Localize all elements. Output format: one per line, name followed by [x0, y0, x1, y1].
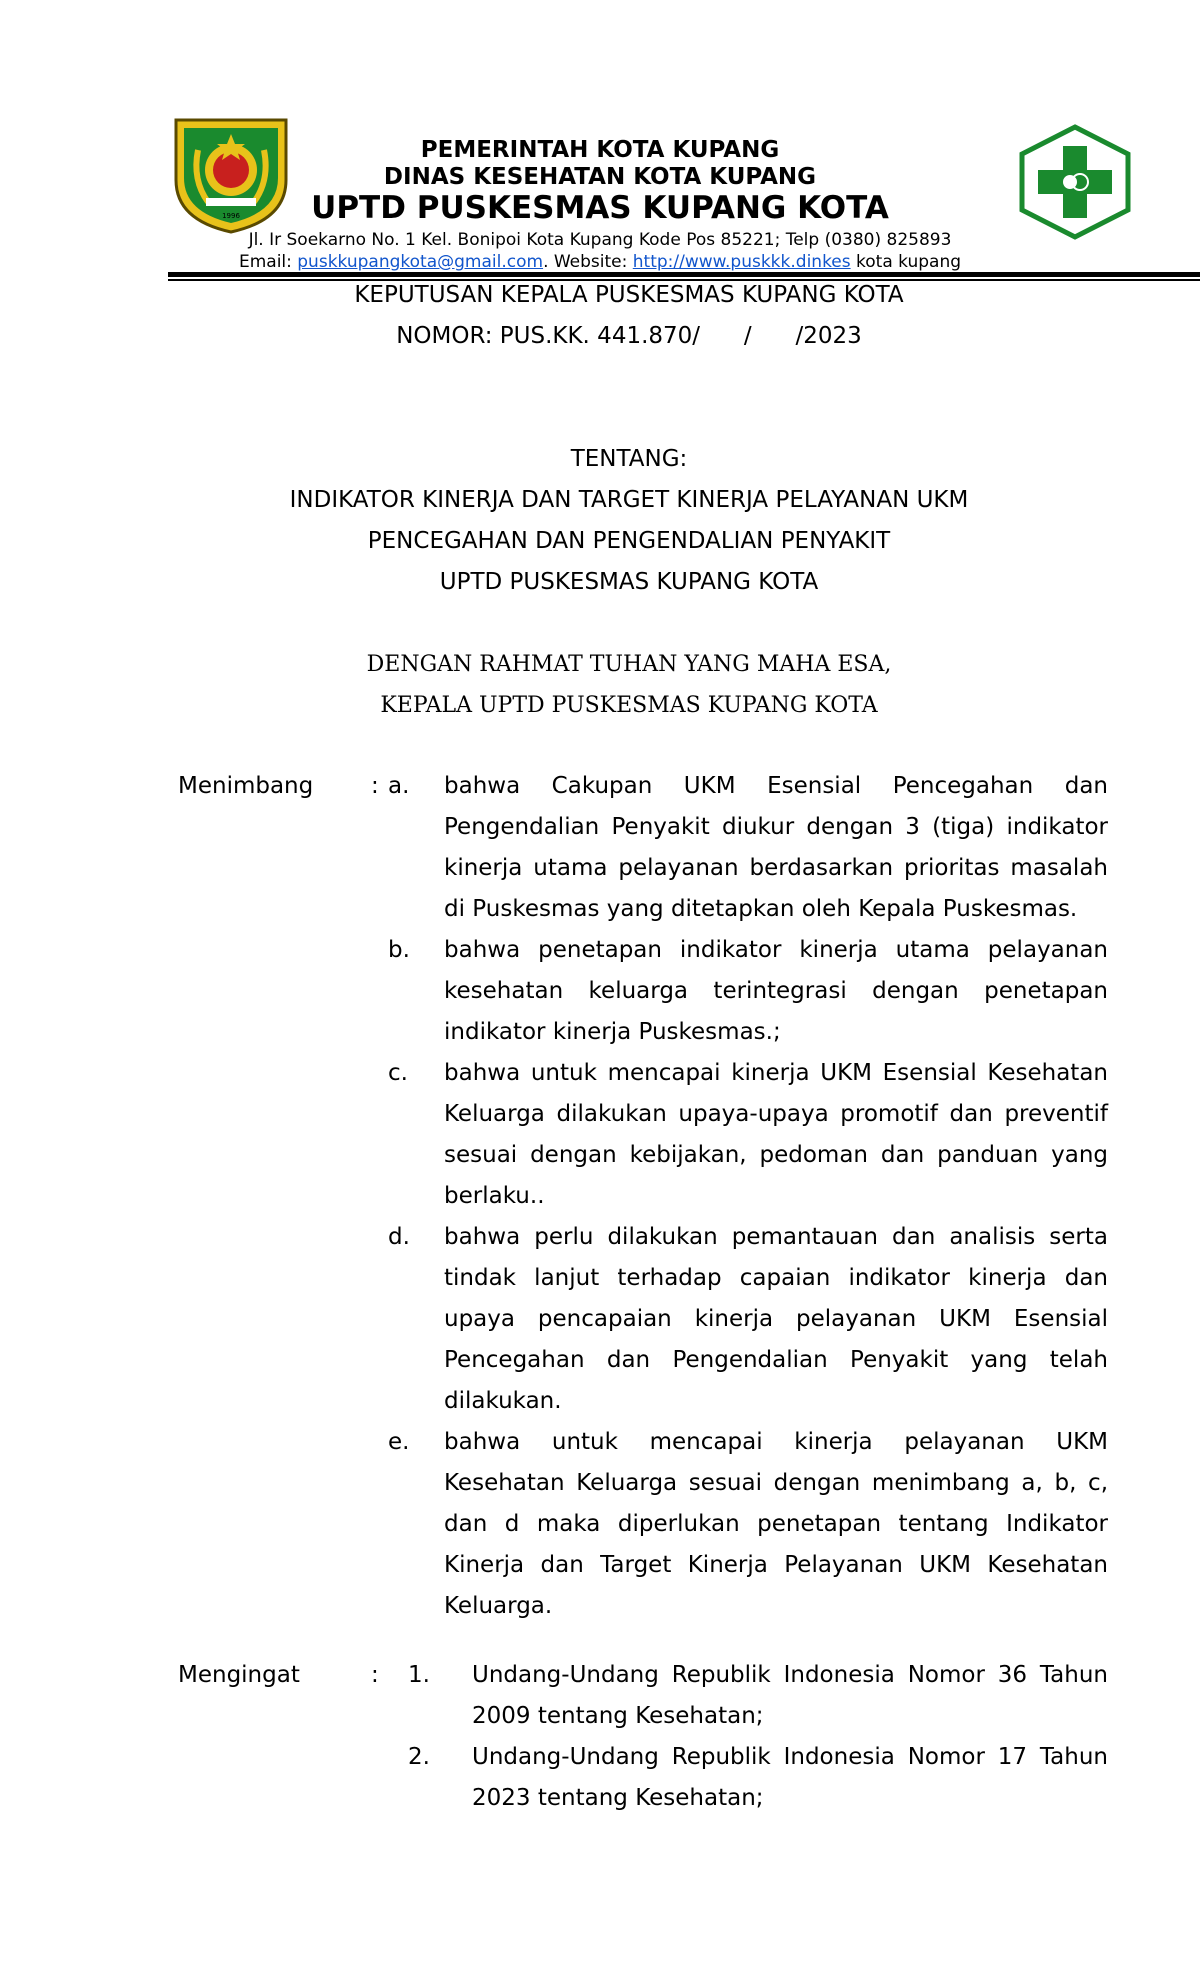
- agency-name: DINAS KESEHATAN KOTA KUPANG: [383, 164, 817, 190]
- menimbang-label: Menimbang: [178, 773, 314, 799]
- svg-text:1996: 1996: [222, 212, 240, 220]
- mengingat-item-num-1: 1.: [408, 1662, 430, 1688]
- mengingat-item-num-2: 2.: [408, 1744, 430, 1770]
- email-label: Email:: [238, 252, 298, 272]
- about-line-3: UPTD PUSKESMAS KUPANG KOTA: [439, 569, 819, 595]
- government-name: PEMERINTAH KOTA KUPANG: [420, 137, 780, 163]
- address: Jl. Ir Soekarno No. 1 Kel. Bonipoi Kota Kupang Kode Pos 85221; Telp (0380) 825893: [248, 230, 952, 250]
- menimbang-item-letter-b: b.: [388, 937, 410, 963]
- website-label: . Website:: [543, 252, 633, 272]
- letterhead-divider-thick: [168, 272, 1200, 277]
- mengingat-item-2: Undang-Undang Republik Indonesia Nomor 17 Tahun 2023 tentang Kesehatan;: [472, 1744, 1108, 1811]
- about-line-1: INDIKATOR KINERJA DAN TARGET KINERJA PELAYANAN UKM: [289, 487, 969, 513]
- mengingat-colon: :: [371, 1662, 379, 1688]
- institution-name: UPTD PUSKESMAS KUPANG KOTA: [311, 190, 889, 226]
- menimbang-colon: :: [371, 773, 379, 799]
- preamble-line-2: KEPALA UPTD PUSKESMAS KUPANG KOTA: [380, 693, 878, 718]
- menimbang-item-b: bahwa penetapan indikator kinerja utama pelayanan kesehatan keluarga terintegrasi dengan penetapan indikator kinerja Puskesmas.;: [444, 937, 1108, 1045]
- mengingat-label: Mengingat: [178, 1662, 300, 1688]
- decree-title: KEPUTUSAN KEPALA PUSKESMAS KUPANG KOTA: [354, 282, 904, 308]
- menimbang-item-letter-a: a.: [388, 773, 410, 799]
- about-line-2: PENCEGAHAN DAN PENGENDALIAN PENYAKIT: [367, 528, 891, 554]
- mengingat-item-1: Undang-Undang Republik Indonesia Nomor 36 Tahun 2009 tentang Kesehatan;: [472, 1662, 1108, 1729]
- menimbang-item-letter-e: e.: [388, 1429, 410, 1455]
- menimbang-item-c: bahwa untuk mencapai kinerja UKM Esensial Kesehatan Keluarga dilakukan upaya-upaya promotif dan preventif sesuai dengan kebijakan, pedoman dan panduan yang berlaku..: [444, 1060, 1108, 1209]
- menimbang-item-letter-d: d.: [388, 1224, 410, 1250]
- contact-line: [0, 252, 1200, 272]
- menimbang-item-letter-c: c.: [388, 1060, 408, 1086]
- letterhead-divider-thin: [168, 279, 1200, 281]
- website-link[interactable]: http://www.puskkk.dinkes: [632, 252, 851, 272]
- menimbang-item-e: bahwa untuk mencapai kinerja pelayanan UKM Kesehatan Keluarga sesuai dengan menimbang a, b, c, dan d maka diperlukan penetapan tentang Indikator Kinerja dan Target Kinerja Pelayanan UKM Kesehatan Keluarga.: [444, 1429, 1108, 1619]
- menimbang-item-a: bahwa Cakupan UKM Esensial Pencegahan dan Pengendalian Penyakit diukur dengan 3 (tiga) indikator kinerja utama pelayanan berdasarkan prioritas masalah di Puskesmas yang ditetapkan oleh Kepala Puskesmas.: [444, 773, 1108, 922]
- decree-number: NOMOR: PUS.KK. 441.870/ / /2023: [396, 323, 862, 349]
- about-label: TENTANG:: [570, 446, 688, 472]
- email-link[interactable]: puskkupangkota@gmail.com: [297, 252, 544, 272]
- website-suffix: kota kupang: [850, 252, 962, 272]
- menimbang-item-d: bahwa perlu dilakukan pemantauan dan analisis serta tindak lanjut terhadap capaian indikator kinerja dan upaya pencapaian kinerja pelayanan UKM Esensial Pencegahan dan Pengendalian Penyakit yang telah dilakukan.: [444, 1224, 1108, 1414]
- preamble-line-1: DENGAN RAHMAT TUHAN YANG MAHA ESA,: [366, 652, 892, 677]
